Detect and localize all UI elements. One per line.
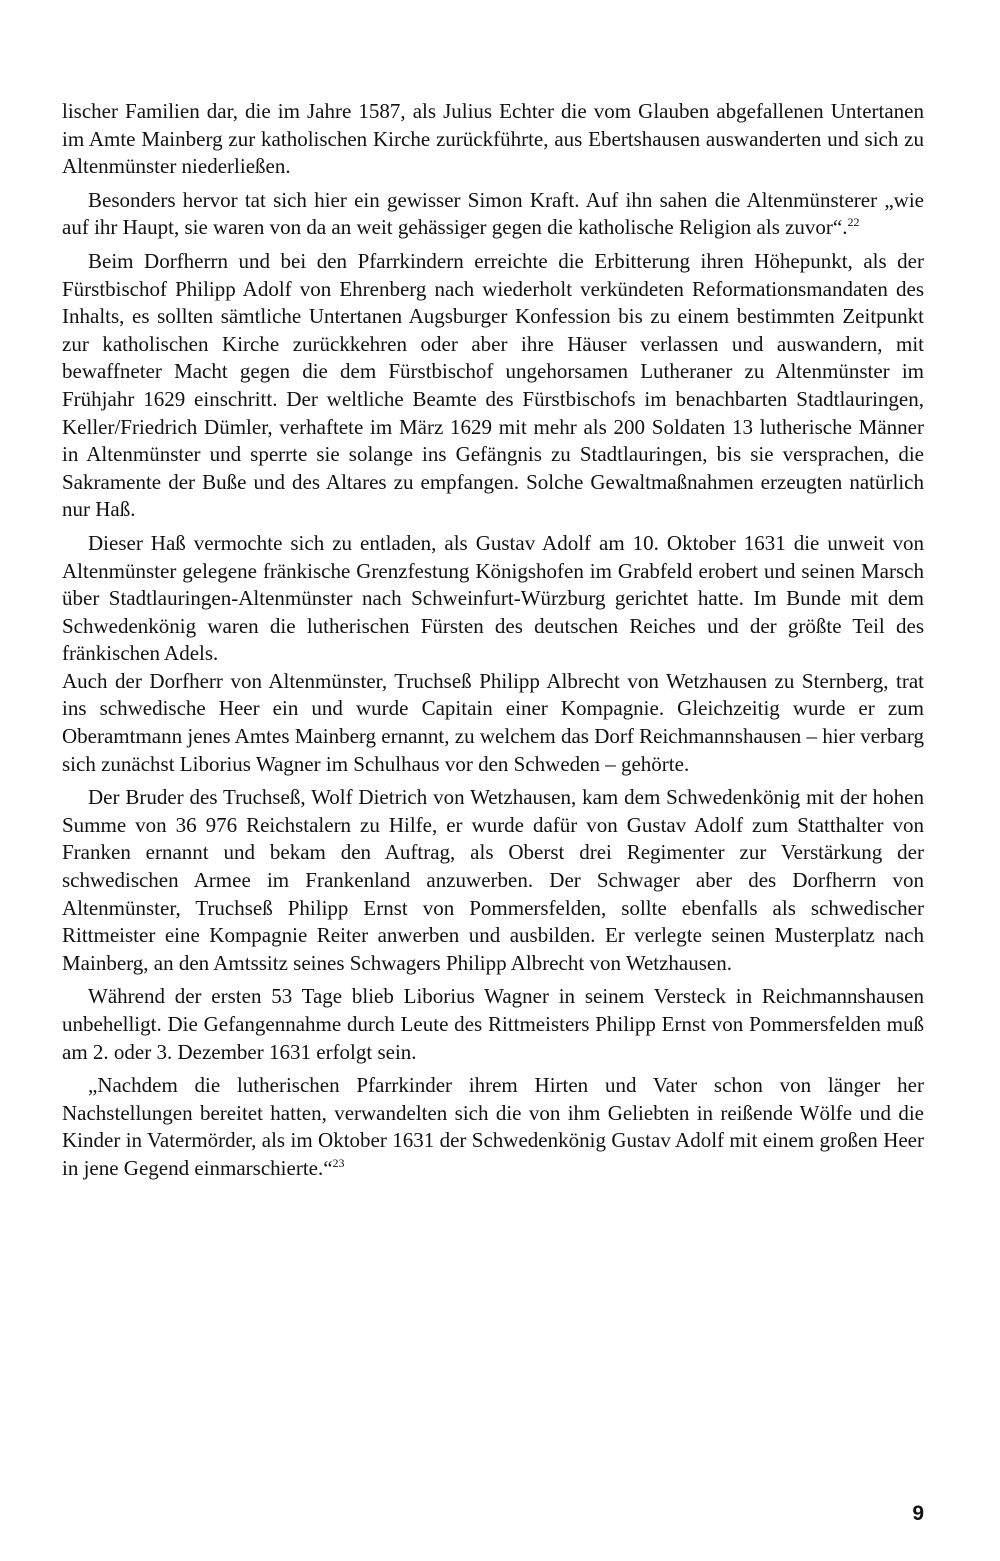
paragraph-2: [62, 187, 924, 242]
paragraph-7: [62, 983, 924, 1066]
paragraph-5: [62, 668, 924, 778]
paragraph-4-text: Dieser Haß vermochte sich zu entladen, als Gustav Adolf am 10. Oktober 1631 die unweit von Altenmünster gelegene fränkische Grenzfestung Königshofen im Grabfeld erobert und seinen Marsch über Stadtlauringen-Altenmünster nach Schweinfurt-Würzburg gerichtet hatte. Im Bunde mit dem Schwedenkönig waren die lutherischen Fürsten des deutschen Reiches und der größte Teil des fränkischen Adels.: [62, 530, 924, 666]
paragraph-8-text: „Nachdem die lutherischen Pfarrkinder ihrem Hirten und Vater schon von länger her Nachstellungen bereitet hatten, verwandelten sich die von ihm Geliebten in reißende Wölfe und die Kinder in Vatermörder, als im Oktober 1631 der Schwedenkönig Gustav Adolf mit einem großen Heer in jene Gegend einmarschierte.“: [62, 1073, 924, 1180]
paragraph-1: [62, 98, 924, 181]
paragraph-1-text: lischer Familien dar, die im Jahre 1587, als Julius Echter die vom Glauben abgefallenen Untertanen im Amte Mainberg zur katholischen Kirche zurückführte, aus Ebertshausen auswanderten und sich zu Altenmünster niederließen.: [62, 99, 924, 179]
body-text: [62, 98, 924, 1189]
paragraph-2-text: Besonders hervor tat sich hier ein gewisser Simon Kraft. Auf ihn sahen die Altenmünsterer „wie auf ihr Haupt, sie waren von da an weit gehässiger gegen die katholische Religion als zuvor“.: [62, 187, 924, 240]
paragraph-5-text: Auch der Dorfherr von Altenmünster, Truchseß Philipp Albrecht von Wetzhausen zu Sternberg, trat ins schwedische Heer ein und wurde Capitain einer Kompagnie. Gleichzeitig wurde er zum Oberamtmann jenes Amtes Mainberg ernannt, zu welchem das Dorf Reichmannshausen – hier verbarg sich zunächst Liborius Wagner im Schulhaus vor den Schweden – gehörte.: [62, 668, 924, 776]
page-number: 9: [912, 1502, 924, 1525]
paragraph-8: [62, 1072, 924, 1182]
paragraph-3: [62, 248, 924, 524]
paragraph-6: [62, 784, 924, 977]
paragraph-3-text: Beim Dorfherrn und bei den Pfarrkindern erreichte die Erbitterung ihren Höhepunkt, als der Fürstbischof Philipp Adolf von Ehrenberg nach wiederholt verkündeten Reformationsmandaten des Inhalts, es sollten sämtliche Untertanen Augsburger Konfession bis zu einem bestimmten Zeitpunkt zur katholischen Kirche zurückkehren oder aber ihre Häuser verlassen und auswandern, mit bewaffneter Macht gegen die dem Fürstbischof ungehorsamen Lutheraner zu Altenmünster im Frühjahr 1629 einschritt. Der weltliche Beamte des Fürstbischofs im benachbarten Stadtlauringen, Keller/Friedrich Dümler, verhaftete im März 1629 mit mehr als 200 Soldaten 13 lutherische Männer in Altenmünster und sperrte sie solange ins Gefängnis zu Stadtlauringen, bis sie versprachen, die Sakramente der Buße und des Altares zu empfangen. Solche Gewaltmaßnahmen erzeugten natürlich nur Haß.: [62, 248, 924, 522]
footnote-marker-23: 23: [332, 1155, 345, 1170]
paragraph-4: [62, 530, 924, 668]
paragraph-6-text: Der Bruder des Truchseß, Wolf Dietrich von Wetzhausen, kam dem Schwedenkönig mit der hohen Summe von 36 976 Reichstalern zu Hilfe, er wurde dafür von Gustav Adolf zum Statthalter von Franken ernannt und bekam den Auftrag, als Oberst drei Regimenter zur Verstärkung der schwedischen Armee im Frankenland anzuwerben. Der Schwager aber des Dorfherrn von Altenmünster, Truchseß Philipp Ernst von Pommersfelden, sollte ebenfalls als schwedischer Rittmeister eine Kompagnie Reiter anwerben und ausbilden. Er verlegte seinen Musterplatz nach Mainberg, an den Amtssitz seines Schwagers Philipp Albrecht von Wetzhausen.: [62, 785, 924, 975]
paragraph-7-text: Während der ersten 53 Tage blieb Liborius Wagner in seinem Versteck in Reichmannshausen unbehelligt. Die Gefangennahme durch Leute des Rittmeisters Philipp Ernst von Pommersfelden muß am 2. oder 3. Dezember 1631 erfolgt sein.: [62, 984, 924, 1064]
footnote-marker-22: 22: [847, 215, 860, 230]
